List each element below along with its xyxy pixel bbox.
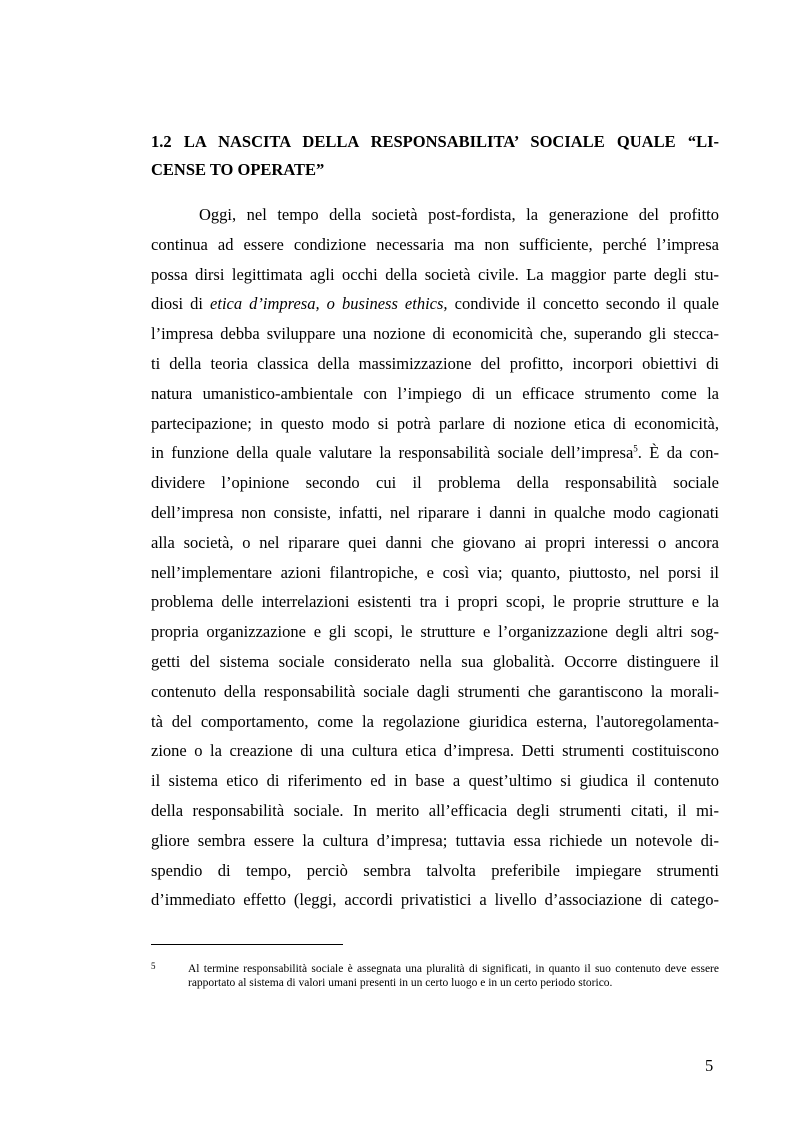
body-line: d’immediato effetto (leggi, accordi privatistici a livello d’associazione di catego- [151, 890, 719, 910]
body-line [151, 438, 719, 468]
footnote-text: Al termine responsabilità sociale è assegnata una pluralità di significati, in quanto il suo contenuto deve essere rapportato al sistema di valori umani presenti in un certo luogo e in un certo periodo storico. [188, 963, 719, 989]
body-text: in funzione della quale valutare la responsabilità sociale dell’impresa [151, 443, 634, 463]
body-line: continua ad essere condizione necessaria ma non sufficiente, perché l’impresa [151, 234, 719, 254]
body-line: gliore sembra essere la cultura d’impresa; tuttavia essa richiede un notevole di- [151, 830, 719, 850]
section-heading [151, 128, 719, 184]
heading-line-1: 1.2 LA NASCITA DELLA RESPONSABILITA’ SOCIALE QUALE “LI- [151, 132, 719, 151]
body-line: problema delle interrelazioni esistenti tra i propri scopi, le proprie strutture e la [151, 592, 719, 612]
italic-term: etica d’impresa, o business ethics, [210, 294, 448, 314]
page-number: 5 [705, 1056, 714, 1075]
body-line: contenuto della responsabilità sociale dagli strumenti che garantiscono la morali- [151, 681, 719, 701]
body-line: zione o la creazione di una cultura etica d’impresa. Detti strumenti costituiscono [151, 741, 719, 761]
body-line: partecipazione; in questo modo si potrà parlare di nozione etica di economicità, [151, 413, 719, 433]
body-line: propria organizzazione e gli scopi, le strutture e l’organizzazione degli altri sog- [151, 622, 719, 642]
body-text: diosi di [151, 294, 211, 314]
body-line: spendio di tempo, perciò sembra talvolta preferibile impiegare strumenti [151, 860, 719, 880]
footnote-divider [151, 944, 343, 945]
body-line: possa dirsi legittimata agli occhi della società civile. La maggior parte degli stu- [151, 264, 719, 284]
body-line: tà del comportamento, come la regolazione giuridica esterna, l'autoregolamenta- [151, 711, 719, 731]
body-line: dividere l’opinione secondo cui il problema della responsabilità sociale [151, 473, 719, 493]
body-line: getti del sistema sociale considerato nella sua globalità. Occorre distinguere il [151, 651, 719, 671]
footnote-reference[interactable]: 5 [633, 443, 638, 454]
body-line: nell’implementare azioni filantropiche, e così via; quanto, piuttosto, nel porsi il [151, 562, 719, 582]
body-line: l’impresa debba sviluppare una nozione di economicità che, superando gli stecca- [151, 324, 719, 344]
body-line: Oggi, nel tempo della società post-fordista, la generazione del profitto [199, 205, 719, 224]
body-paragraph [151, 200, 719, 915]
body-line: della responsabilità sociale. In merito all’efficacia degli strumenti citati, il mi- [151, 800, 719, 820]
body-line [151, 289, 719, 319]
body-line: il sistema etico di riferimento ed in base a quest’ultimo si giudica il contenuto [151, 771, 719, 791]
body-line: alla società, o nel riparare quei danni che giovano ai propri interessi o ancora [151, 532, 719, 552]
body-line: natura umanistico-ambientale con l’impiego di un efficace strumento come la [151, 383, 719, 403]
body-text: . È da con- [637, 443, 719, 463]
body-line: ti della teoria classica della massimizzazione del profitto, incorpori obiettivi di [151, 353, 719, 373]
body-line: dell’impresa non consiste, infatti, nel riparare i danni in qualche modo cagionati [151, 502, 719, 522]
body-text: condivide il concetto secondo il quale [447, 294, 719, 314]
footnote-number: 5 [151, 961, 156, 971]
heading-line-2: CENSE TO OPERATE” [151, 160, 325, 179]
